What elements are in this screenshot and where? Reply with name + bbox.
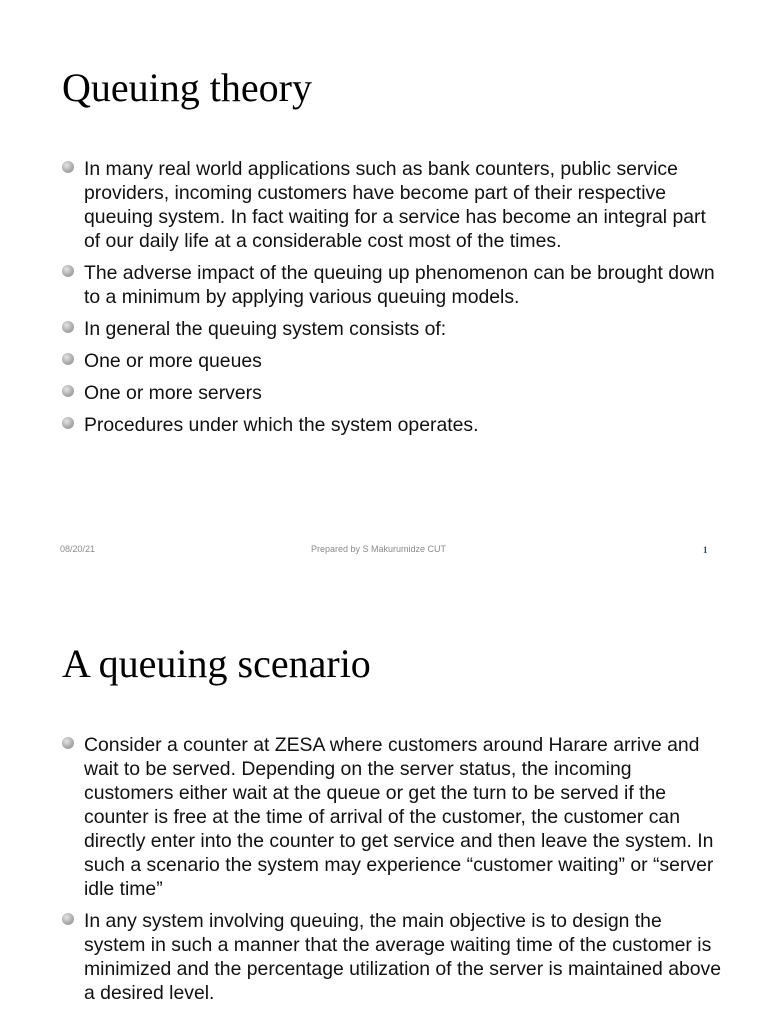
footer-credit: Prepared by S Makurumidze CUT xyxy=(311,544,447,554)
bullet-dot-icon xyxy=(62,913,74,925)
page-number: 1 xyxy=(703,545,708,555)
bullet-list xyxy=(62,157,722,445)
bullet-text: Procedures under which the system operates. xyxy=(84,414,479,436)
slide-footer xyxy=(0,544,768,558)
bullet-item xyxy=(62,349,722,373)
bullet-text: The adverse impact of the queuing up phenomenon can be brought down to a minimum by applying various queuing models. xyxy=(84,262,715,308)
bullet-item xyxy=(62,317,722,341)
bullet-text: In many real world applications such as bank counters, public service providers, incoming customers have become part of their respective queuing system. In fact waiting for a service has become an integral part of our daily life at a considerable cost most of the times. xyxy=(84,158,706,252)
bullet-text: In any system involving queuing, the main objective is to design the system in such a manner that the average waiting time of the customer is minimized and the percentage utilization of the server is maintained above a desired level. xyxy=(84,910,722,1004)
bullet-item xyxy=(62,733,722,901)
bullet-dot-icon xyxy=(62,265,74,277)
bullet-dot-icon xyxy=(62,417,74,429)
bullet-item xyxy=(62,381,722,405)
bullet-text: One or more servers xyxy=(84,382,262,404)
bullet-item xyxy=(62,261,722,309)
bullet-dot-icon xyxy=(62,353,74,365)
bullet-item xyxy=(62,413,722,437)
bullet-list xyxy=(62,733,722,1013)
slide-title: A queuing scenario xyxy=(62,641,371,686)
bullet-text: Consider a counter at ZESA where customers around Harare arrive and wait to be served. Depending on the server status, the incoming customers either wait at the queue or get the turn to be served if the counter is free at the time of arrival of the customer, the customer can directly enter into the counter to get service and then leave the system. In such a scenario the system may experience “customer waiting” or “server idle time” xyxy=(84,734,714,900)
bullet-dot-icon xyxy=(62,385,74,397)
bullet-text: In general the queuing system consists of: xyxy=(84,318,447,340)
slide-title: Queuing theory xyxy=(62,65,312,110)
bullet-item xyxy=(62,909,722,1005)
bullet-dot-icon xyxy=(62,737,74,749)
footer-date: 08/20/21 xyxy=(60,544,96,554)
bullet-dot-icon xyxy=(62,161,74,173)
bullet-text: One or more queues xyxy=(84,350,262,372)
slide-2 xyxy=(0,578,768,1024)
bullet-dot-icon xyxy=(62,321,74,333)
bullet-item xyxy=(62,157,722,253)
